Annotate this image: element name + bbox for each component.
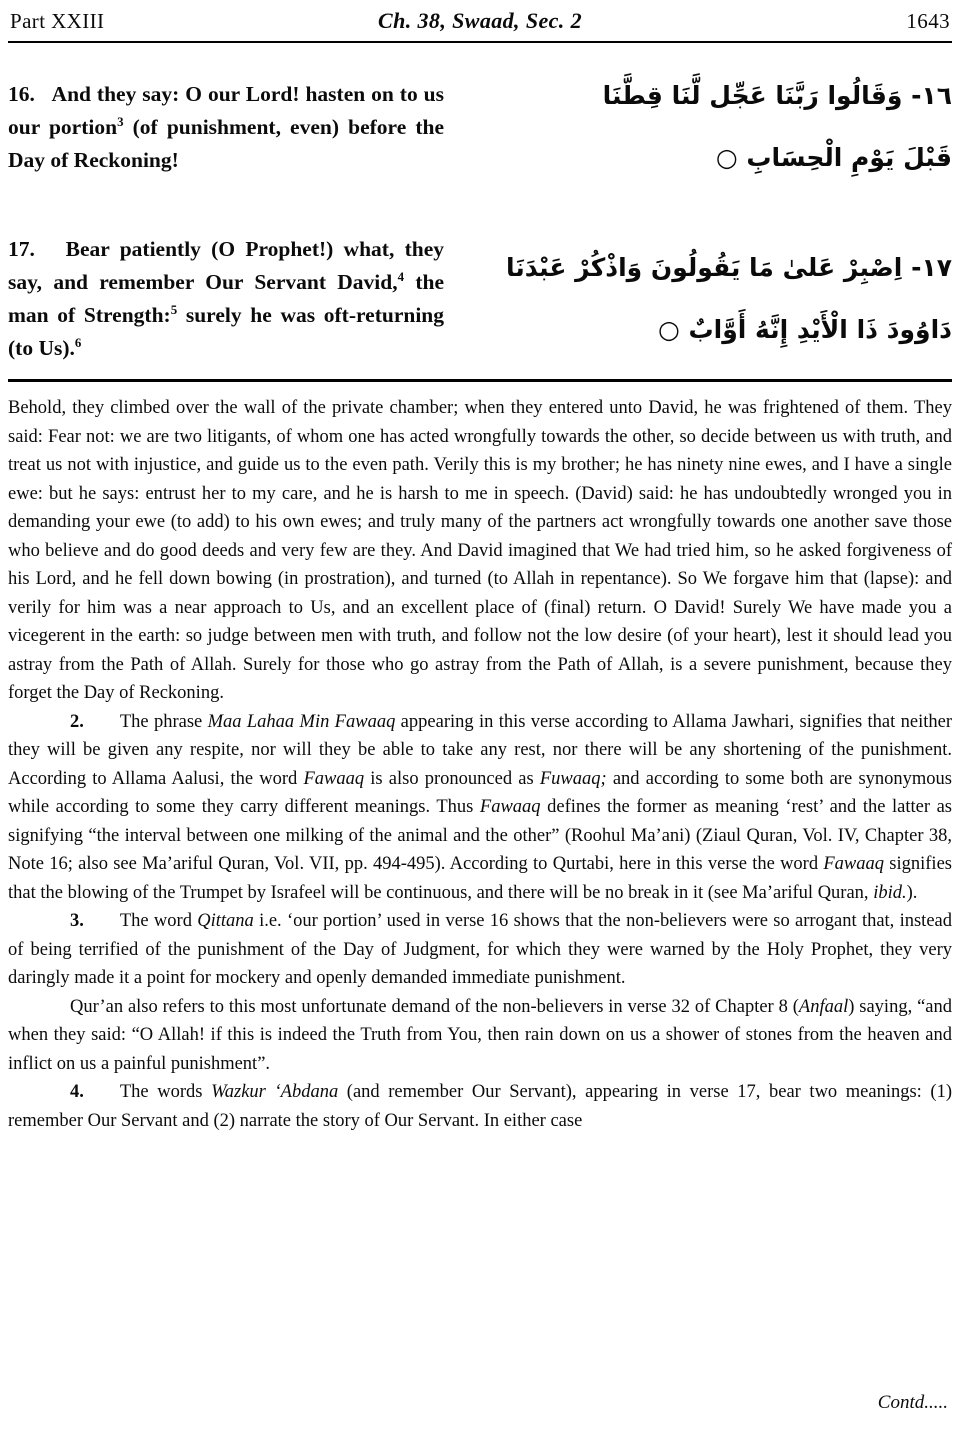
verse-17-arabic-line-2: دَاوُودَ ذَا الْأَيْدِ إِنَّهُ أَوَّابٌ ○: [658, 315, 952, 344]
verse-17-english: 17. Bear patiently (O Prophet!) what, they say, and remember Our Servant David,$^4$ the man of Strength:$^5$ surely he was oft-returning (to Us).$^6$: [8, 237, 444, 360]
page-number: 1643: [906, 9, 951, 33]
verse-16-arabic-line-1: ١٦- وَقَالُوا رَبَّنَا عَجِّل لَّنَا قِطَّنَا: [602, 81, 952, 110]
commentary-paragraph-5: 4. The words Wazkur ‘Abdana (and remember Our Servant), appearing in verse 17, bear two meanings: (1) remember Our Servant and (2) narrate the story of Our Servant. In either case: [8, 1082, 952, 1131]
part-number: Part XXIII: [10, 9, 105, 33]
verse-16-arabic: [602, 65, 952, 189]
verse-17-arabic: [505, 237, 952, 361]
verse-17-arabic-line-1: ١٧- اِصْبِرْ عَلىٰ مَا يَقُولُونَ وَاذْكُرْ عَبْدَنَا: [505, 253, 952, 282]
contd-label: Contd.....: [877, 1392, 948, 1413]
commentary-paragraph-3: 3. The word Qittana i.e. ‘our portion’ used in verse 16 shows that the non-believers were so arrogant that, instead of being terrified of the punishment of the Day of Judgment, for which they were warned by the Holy Prophet, they very daringly made it a point for mockery and openly demanded immediate punishment.: [8, 911, 952, 988]
verses-section: [8, 43, 952, 365]
verse-16-row: [8, 65, 952, 189]
commentary-paragraph-1: Behold, they climbed over the wall of the private chamber; when they entered unto David, he was frightened of them. They said: Fear not: we are two litigants, of whom one has acted wrongfully towards the other, so decide between us with truth, and treat us not with injustice, and guide us to the even path. Verily this is my brother; he has ninety nine ewes, and I have a single ewe: but he says: entrust her to my care, and he is harsh to me in speech. (David) said: he has undoubtedly wronged you in demanding your ewe (to add) to his own ewes; and truly many of the partners act wrongfully towards one another save those who believe and do good deeds and very few are they. And David imagined that We had tried him, so he asked forgiveness of his Lord, and he fell down bowing (in prostration), and turned (to Allah in repentance). So We forgave him that (lapse): and verily for him was a near approach to Us, and an excellent place of (final) return. O David! Surely We have made you a vicegerent in the earth: so judge between men with truth, and follow not the low desire (of your heart), lest it should lead you astray from the Path of Allah. Surely for those who go astray from the Path of Allah, is a severe punishment, because they forget the Day of Reckoning.: [8, 398, 952, 703]
verse-16-arabic-line-2: قَبْلَ يَوْمِ الْحِسَابِ ○: [715, 143, 952, 172]
commentary-paragraph-2: 2. The phrase Maa Lahaa Min Fawaaq appearing in this verse according to Allama Jawhari, signifies that neither they will be given any respite, nor will they be able to take any rest, nor there will be any shortening of the punishment. According to Allama Aalusi, the word Fawaaq is also pronounced as Fuwaaq; and according to some both are synonymous while according to some they carry different meanings. Thus Fawaaq defines the former as meaning ‘rest’ and the latter as signifying “the interval between one milking of the animal and the other” (Roohul Ma’ani) (Ziaul Quran, Vol. IV, Chapter 38, Note 16; also see Ma’ariful Quran, Vol. VII, pp. 494-495). According to Qurtabi, here in this verse the word Fawaaq signifies that the blowing of the Trumpet by Israfeel will be continuous, and there will be no break in it (see Ma’ariful Quran, ibid.).: [8, 711, 952, 903]
verse-17-row: [8, 233, 952, 365]
page-footer: [878, 1392, 948, 1414]
commentary-section: [8, 382, 952, 1135]
chapter-title: Ch. 38, Swaad, Sec. 2: [378, 8, 582, 33]
commentary-paragraph-4: Qur’an also refers to this most unfortunate demand of the non-believers in verse 32 of Chapter 8 (Anfaal) saying, “and when they said: “O Allah! if this is indeed the Truth from You, then rain down on us a shower of stones from the heaven and inflict on us a painful punishment”.: [8, 996, 953, 1074]
page-header: [8, 8, 952, 41]
verse-16-english: 16. And they say: O our Lord! hasten on to us our portion$^3$ (of punishment, even) before the Day of Reckoning!: [8, 81, 445, 172]
